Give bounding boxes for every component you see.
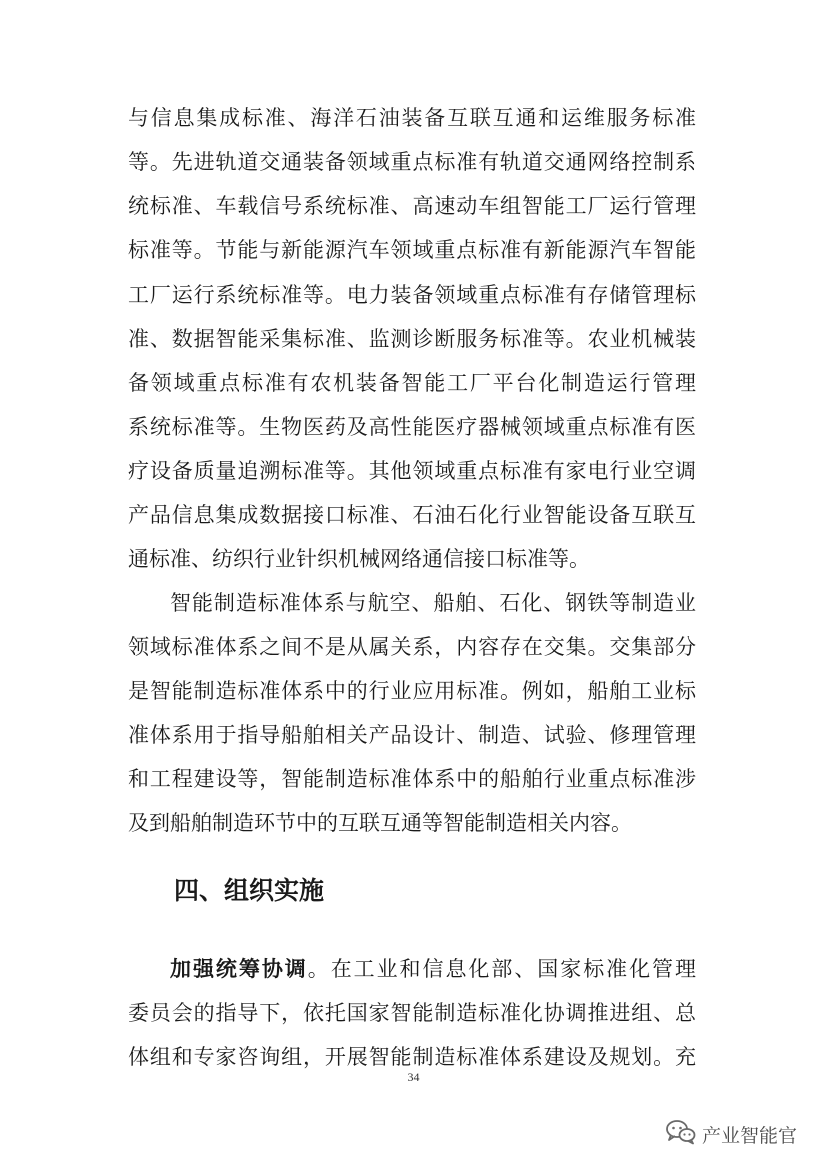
text-line: 和工程建设等，智能制造标准体系中的船舶行业重点标准涉	[128, 767, 696, 791]
text-line: 备领域重点标准有农机装备智能工厂平台化制造运行管理	[128, 371, 696, 395]
text-line: 统标准、车载信号系统标准、高速动车组智能工厂运行管理	[128, 194, 696, 218]
section-heading: 四、组织实施	[174, 876, 325, 905]
text-line: 系统标准等。生物医药及高性能医疗器械领域重点标准有医	[128, 415, 696, 439]
text-line: 产品信息集成数据接口标准、石油石化行业智能设备互联互	[128, 503, 696, 527]
watermark	[666, 1116, 797, 1152]
text-line: 是智能制造标准体系中的行业应用标准。例如，船舶工业标	[128, 679, 696, 703]
text-line: 标准等。节能与新能源汽车领域重点标准有新能源汽车智能	[128, 238, 696, 262]
bold-lead-phrase: 加强统筹协调	[170, 956, 308, 981]
text-line: 等。先进轨道交通装备领域重点标准有轨道交通网络控制系	[128, 150, 696, 174]
page-number: 34	[407, 1070, 420, 1084]
text-line: 委员会的指导下，依托国家智能制造标准化协调推进组、总	[128, 1001, 696, 1025]
text-line: 通标准、纺织行业针织机械网络通信接口标准等。	[128, 547, 590, 571]
lead-line-rest: 。在工业和信息化部、国家标准化管理	[307, 957, 697, 981]
text-line: 疗设备质量追溯标准等。其他领域重点标准有家电行业空调	[128, 459, 696, 483]
text-line: 准体系用于指导船舶相关产品设计、制造、试验、修理管理	[128, 723, 696, 747]
watermark-text: 产业智能官	[702, 1124, 798, 1147]
text-line: 体组和专家咨询组，开展智能制造标准体系建设及规划。充	[128, 1045, 696, 1069]
text-line	[170, 954, 696, 984]
text-line: 及到船舶制造环节中的互联互通等智能制造相关内容。	[128, 811, 632, 835]
wechat-icon	[666, 1119, 696, 1150]
text-line: 智能制造标准体系与航空、船舶、石化、钢铁等制造业	[170, 591, 696, 615]
text-line: 与信息集成标准、海洋石油装备互联互通和运维服务标准	[128, 106, 696, 130]
text-line: 领域标准体系之间不是从属关系，内容存在交集。交集部分	[128, 635, 696, 659]
text-line: 工厂运行系统标准等。电力装备领域重点标准有存储管理标	[128, 283, 696, 307]
text-line: 准、数据智能采集标准、监测诊断服务标准等。农业机械装	[128, 327, 696, 351]
